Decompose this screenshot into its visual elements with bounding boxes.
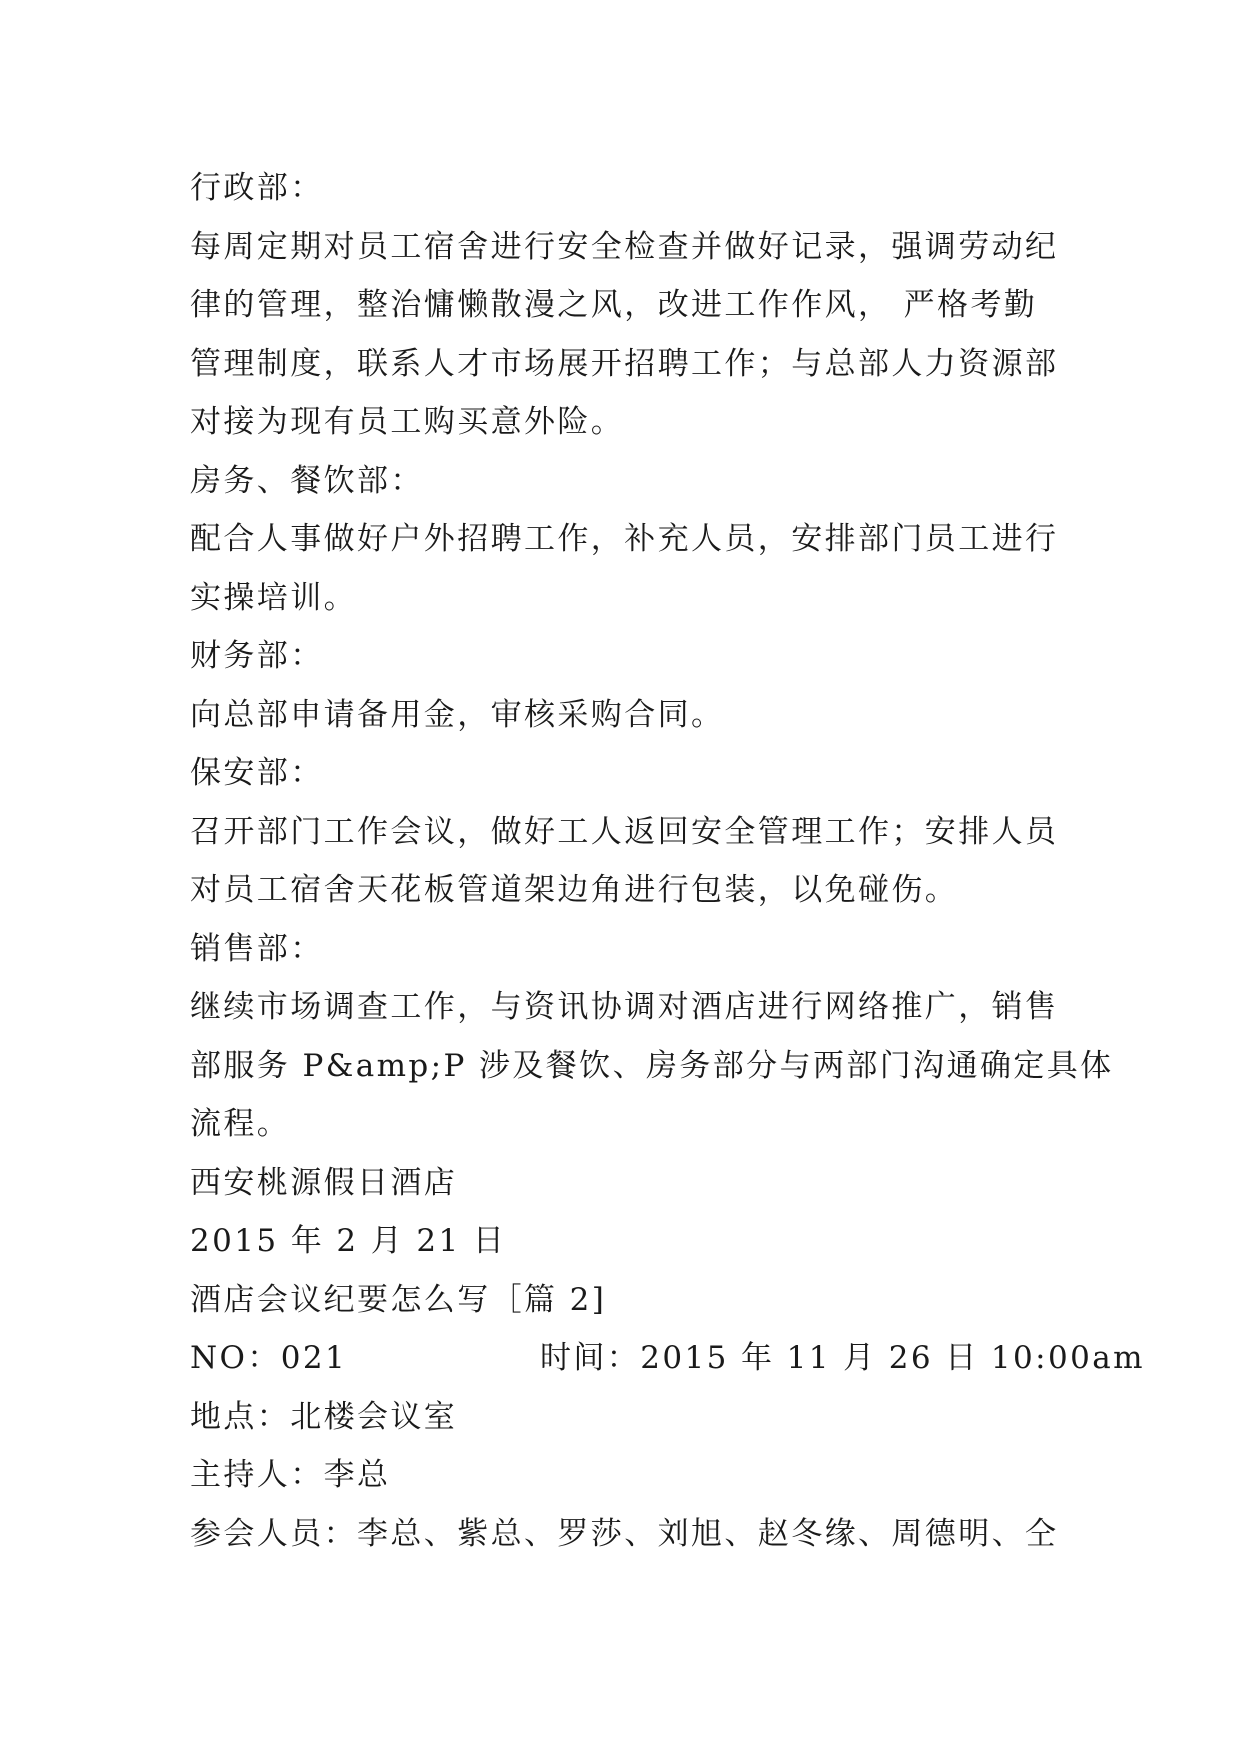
- paragraph-line: 向总部申请备用金，审核采购合同。: [190, 696, 725, 733]
- heading-housekeeping-dept: 房务、餐饮部：: [190, 462, 424, 499]
- paragraph-line: 实操培训。: [190, 579, 357, 616]
- paragraph-line: 每周定期对员工宿舍进行安全检查并做好记录，强调劳动纪: [190, 228, 1059, 265]
- paragraph-line: 流程。: [190, 1106, 291, 1142]
- heading-admin-dept: 行政部：: [190, 170, 324, 206]
- meeting-attendees: 参会人员：李总、紫总、罗莎、刘旭、赵冬缘、周德明、仝: [190, 1515, 1059, 1552]
- paragraph-line: 部服务 P&amp;P 涉及餐饮、房务部分与两部门沟通确定具体: [190, 1047, 1114, 1084]
- heading-sales-dept: 销售部：: [190, 930, 324, 967]
- paragraph-line: 管理制度，联系人才市场展开招聘工作；与总部人力资源部: [190, 345, 1059, 382]
- paragraph-line: 召开部门工作会议，做好工人返回安全管理工作；安排人员: [190, 813, 1059, 850]
- section-title: 酒店会议纪要怎么写［篇 2]: [190, 1281, 607, 1318]
- heading-finance-dept: 财务部：: [190, 638, 324, 674]
- signature-date: 2015 年 2 月 21 日: [190, 1223, 507, 1259]
- meeting-location: 地点：北楼会议室: [190, 1398, 458, 1435]
- heading-security-dept: 保安部：: [190, 755, 324, 791]
- paragraph-line: 律的管理，整治慵懒散漫之风，改进工作作风， 严格考勤: [190, 287, 1038, 323]
- meeting-meta-row: [190, 1329, 1145, 1388]
- paragraph-line: 继续市场调查工作，与资讯协调对酒店进行网络推广，销售: [190, 989, 1059, 1025]
- meeting-time: 时间：2015 年 11 月 26 日 10:00am: [540, 1340, 1145, 1376]
- document-body: [190, 159, 1145, 1563]
- paragraph-line: 配合人事做好户外招聘工作，补充人员，安排部门员工进行: [190, 521, 1059, 557]
- paragraph-line: 对员工宿舍天花板管道架边角进行包装，以免碰伤。: [190, 872, 959, 908]
- meeting-number: NO：021: [190, 1340, 348, 1376]
- meeting-host: 主持人：李总: [190, 1457, 391, 1493]
- signature-hotel-name: 西安桃源假日酒店: [190, 1164, 458, 1201]
- paragraph-line: 对接为现有员工购买意外险。: [190, 404, 625, 440]
